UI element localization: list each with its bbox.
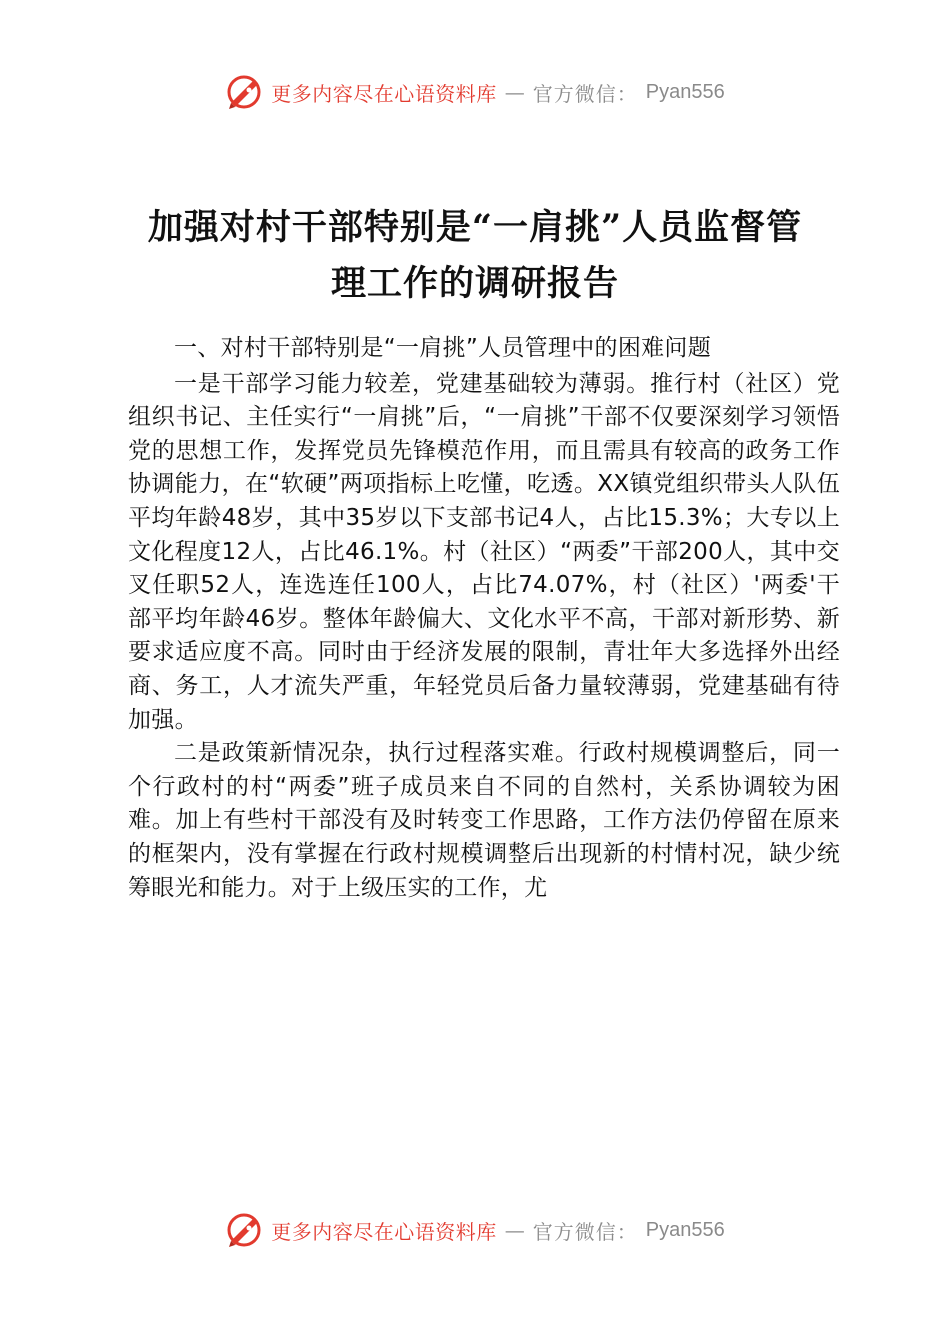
pen-logo-icon: [225, 1211, 263, 1249]
title-line-2: 理工作的调研报告: [330, 263, 619, 304]
section-heading: 一、对村干部特别是“一肩挑”人员管理中的困难问题: [174, 335, 712, 361]
banner-wechat-label: 官方微信：: [532, 81, 638, 106]
banner-wechat-label: 官方微信：: [532, 1219, 638, 1244]
banner-dash: —: [504, 1218, 525, 1242]
footer-banner: [0, 1208, 950, 1252]
title-line-1: 加强对村干部特别是“一肩挑”人员监督管: [147, 207, 803, 248]
banner-site-text: 更多内容尽在心语资料库: [271, 1219, 497, 1244]
banner-site-text: 更多内容尽在心语资料库: [271, 81, 497, 106]
pen-logo-icon: [225, 73, 263, 111]
banner-wechat-id: Pyan556: [645, 80, 725, 103]
paragraph-2: 二是政策新情况杂，执行过程落实难。行政村规模调整后，同一个行政村的村“两委”班子成员来自不同的自然村，关系协调较为困难。加上有些村干部没有及时转变工作思路，工作方法仍停留在原来的框架内，没有掌握在行政村规模调整后出现新的村情村况，缺少统筹眼光和能力。对于上级压实的工作，尤: [128, 740, 840, 901]
banner-dash: —: [504, 80, 525, 104]
document-title: [120, 200, 830, 312]
header-banner: [0, 70, 950, 114]
paragraph-1: 一是干部学习能力较差，党建基础较为薄弱。推行村（社区）党组织书记、主任实行“一肩挑”后，“一肩挑”干部不仅要深刻学习领悟党的思想工作，发挥党员先锋模范作用，而且需具有较高的政务工作协调能力，在“软硬”两项指标上吃懂，吃透。XX镇党组织带头人队伍平均年龄48岁，其中35岁以下支部书记4人，占比15.3%；大专以上文化程度12人，占比46.1%。村（社区）“两委”干部200人，其中交叉任职52人，连选连任100人，占比74.07%，村（社区）'两委'干部平均年龄46岁。整体年龄偏大、文化水平不高，干部对新形势、新要求适应度不高。同时由于经济发展的限制，青壮年大多选择外出经商、务工，人才流失严重，年轻党员后备力量较薄弱，党建基础有待加强。: [128, 370, 840, 733]
banner-wechat-id: Pyan556: [645, 1218, 725, 1241]
document-body: [128, 332, 840, 905]
